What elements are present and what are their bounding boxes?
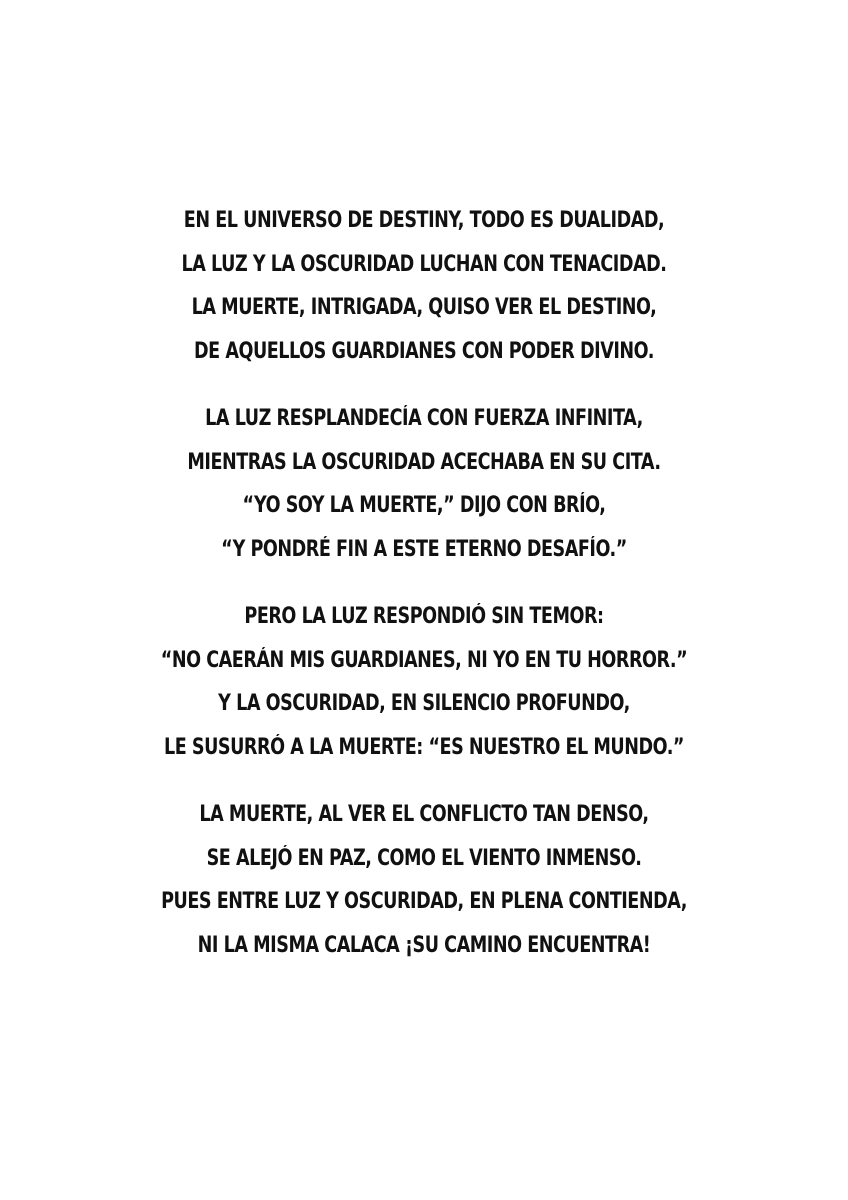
poem-line: “YO SOY LA MUERTE,” DIJO CON BRÍO, bbox=[242, 493, 606, 518]
poem-line: EN EL UNIVERSO DE DESTINY, TODO ES DUALIDAD, bbox=[183, 208, 665, 233]
poem-line: PERO LA LUZ RESPONDIÓ SIN TEMOR: bbox=[244, 604, 604, 629]
poem-line: LA MUERTE, INTRIGADA, QUISO VER EL DESTINO, bbox=[191, 295, 657, 320]
poem-line: “Y PONDRÉ FIN A ESTE ETERNO DESAFÍO.” bbox=[221, 536, 627, 562]
poem-line: LA MUERTE, AL VER EL CONFLICTO TAN DENSO, bbox=[199, 802, 649, 827]
poem-line: MIENTRAS LA OSCURIDAD ACECHABA EN SU CITA. bbox=[187, 449, 661, 475]
stanza-4 bbox=[0, 793, 848, 967]
poem-line: SE ALEJÓ EN PAZ, COMO EL VIENTO INMENSO. bbox=[206, 845, 642, 871]
poem-line: “NO CAERÁN MIS GUARDIANES, NI YO EN TU HORROR.” bbox=[160, 647, 688, 673]
poem-line: PUES ENTRE LUZ Y OSCURIDAD, EN PLENA CONTIENDA, bbox=[161, 889, 687, 914]
stanza-1 bbox=[0, 199, 848, 373]
poem-line: DE AQUELLOS GUARDIANES CON PODER DIVINO. bbox=[194, 338, 654, 364]
poem-line: LA LUZ RESPLANDECÍA CON FUERZA INFINITA, bbox=[205, 406, 643, 431]
poem-line: LE SUSURRÓ A LA MUERTE: “ES NUESTRO EL MUNDO.” bbox=[163, 734, 684, 760]
poem-line: Y LA OSCURIDAD, EN SILENCIO PROFUNDO, bbox=[218, 691, 630, 716]
poem bbox=[0, 199, 848, 991]
poem-line: LA LUZ Y LA OSCURIDAD LUCHAN CON TENACIDAD. bbox=[181, 251, 667, 277]
poem-line: NI LA MISMA CALACA ¡SU CAMINO ENCUENTRA! bbox=[197, 932, 651, 958]
stanza-3 bbox=[0, 595, 848, 769]
stanza-2 bbox=[0, 397, 848, 571]
